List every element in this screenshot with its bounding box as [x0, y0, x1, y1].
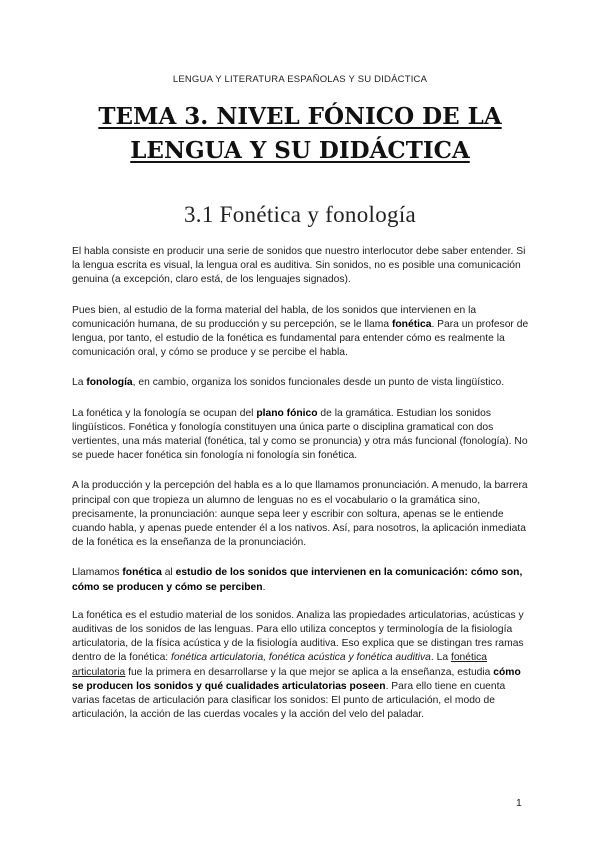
- paragraph-text: al: [161, 567, 176, 579]
- paragraph-fonologia: [72, 376, 530, 390]
- underlined-term: fonética articulatoria: [72, 652, 488, 678]
- main-title: [0, 100, 600, 168]
- paragraph-text: .: [262, 581, 266, 593]
- paragraph-text: La: [72, 377, 87, 389]
- bold-term: fonética: [122, 567, 162, 579]
- paragraph-text: . Para un profesor de lengua, por tanto, el estudio de la fonética es fundamental para entender cómo es realmente la comunicación oral, y cómo se produce y se percibe el habla.: [72, 318, 529, 359]
- paragraph-text: . La: [430, 652, 451, 664]
- bold-term: fonología: [86, 377, 133, 389]
- bold-definition: estudio de los sonidos que intervienen en la comunicación: cómo son, cómo se producen y cómo se perciben: [72, 567, 523, 593]
- body-text: [72, 245, 530, 738]
- paragraph-ramas: [72, 609, 530, 723]
- paragraph-text: , en cambio, organiza los sonidos funcionales desde un punto de vista lingüístico.: [132, 377, 505, 389]
- paragraph-pronunciacion: [72, 479, 530, 550]
- section-title: 3.1 Fonética y fonología: [183, 202, 417, 227]
- page-number: 1: [516, 797, 522, 809]
- paragraph-text: A la producción y la percepción del habla es a lo que llamamos pronunciación. A menudo, la barrera principal con que tropieza un alumno de lenguas no es el vocabulario o la gramática sino, precisamente, la pronunciación: aunque sepa leer y escribir con soltura, apenas se le entiende cuando habla, y apenas puede entender él a los nativos. Así, para nosotros, la aplicación inmediata de la fonética es la enseñanza de la pronunciación.: [72, 480, 528, 549]
- paragraph-text: de la gramática. Estudian los sonidos lingüísticos. Fonética y fonología constituyen una única parte o disciplina gramatical con dos vertientes, una más material (fonética, tal y como se pronuncia) y otra más funcional (fonología). No se puede hacer fonética sin fonología ni fonología sin fonética.: [72, 407, 528, 462]
- bold-definition: cómo se producen los sonidos y qué cualidades articulatorias poseen: [72, 666, 521, 692]
- paragraph-text: El habla consiste en producir una serie de sonidos que nuestro interlocutor debe saber entender. Si la lengua escrita es visual, la lengua oral es auditiva. Sin sonidos, no es posible una comunicación genuina (a excepción, claro está, de los lenguajes signados).: [72, 246, 526, 286]
- paragraph-plano-fonico: [72, 407, 530, 464]
- main-title-line-2: LENGUA Y SU DIDÁCTICA: [130, 137, 470, 164]
- paragraph-text: La fonética y la fonología se ocupan del: [72, 407, 257, 419]
- paragraph-text: Llamamos: [72, 567, 123, 579]
- paragraph-habla: [72, 245, 530, 288]
- paragraph-definicion: [72, 566, 530, 594]
- paragraph-text: La fonética es el estudio material de los sonidos. Analiza las propiedades articulatorias, acústicas y auditivas de los sonidos de las lenguas. Para ello utiliza conceptos y terminología de la fisiología articulatoria, de la física acústica y de la fisiología auditiva. Eso explica que se distingan tres ramas dentro de la fonética:: [72, 609, 524, 664]
- running-header: LENGUA Y LITERATURA ESPAÑOLAS Y SU DIDÁCTICA: [172, 74, 428, 85]
- main-title-line-1: TEMA 3. NIVEL FÓNICO DE LA: [98, 103, 502, 130]
- paragraph-text: . Para ello tiene en cuenta varias facetas de articulación para clasificar los sonidos: El punto de articulación, el modo de articulación, la acción de las cuerdas vocales y la acción del velo del paladar.: [72, 680, 506, 721]
- bold-term: plano fónico: [256, 407, 318, 419]
- paragraph-text: fue la primera en desarrollarse y la que mejor se aplica a la enseñanza, estudia: [125, 666, 494, 678]
- bold-term: fonética: [391, 318, 432, 330]
- paragraph-text: Pues bien, al estudio de la forma material del habla, de los sonidos que intervienen en la comunicación humana, de su producción y su percepción, se le llama: [72, 304, 477, 330]
- paragraph-fonetica-intro: [72, 304, 530, 361]
- italic-branches: fonética articulatoria, fonética acústica y fonética auditiva: [171, 652, 431, 664]
